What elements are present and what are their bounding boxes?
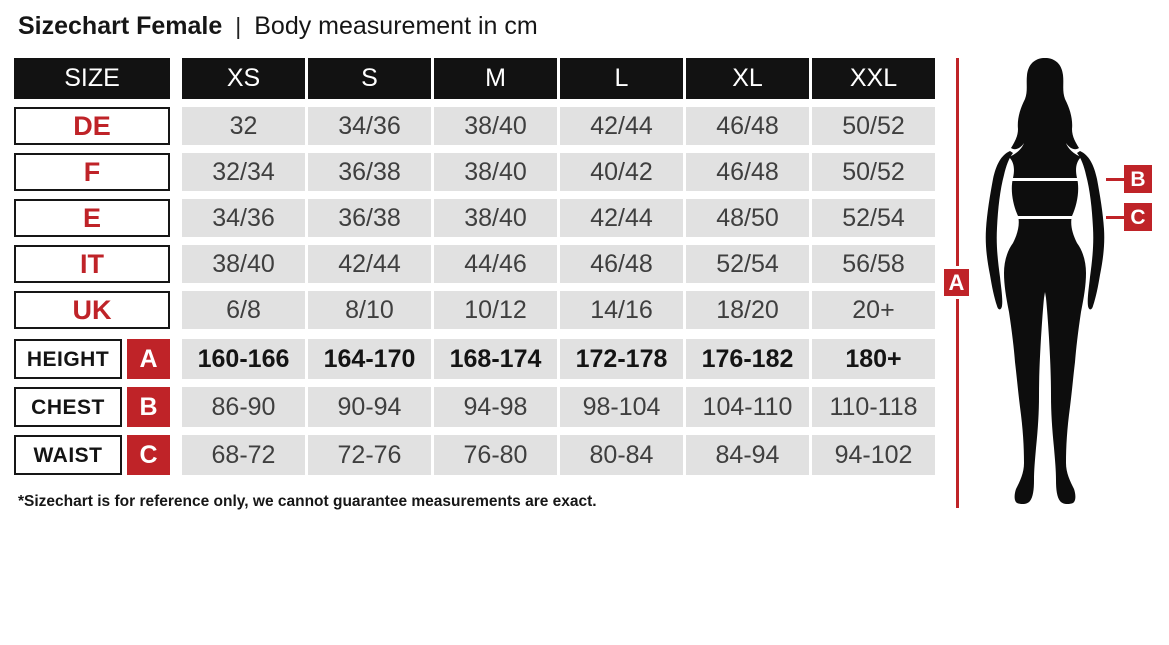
table-cell: 46/48 [686, 153, 809, 191]
table-row-e [14, 199, 935, 237]
column-header-xl: XL [686, 58, 809, 99]
badge-c: C [127, 435, 170, 475]
badge-a: A [127, 339, 170, 379]
chest-marker-b: B [1124, 165, 1152, 193]
row-label-de: DE [14, 107, 170, 145]
table-row-it [14, 245, 935, 283]
table-cell: 68-72 [182, 435, 305, 475]
table-row-uk [14, 291, 935, 329]
table-cell: 52/54 [686, 245, 809, 283]
row-label-uk: UK [14, 291, 170, 329]
row-label-it: IT [14, 245, 170, 283]
table-cell: 42/44 [308, 245, 431, 283]
table-cell: 32 [182, 107, 305, 145]
table-cell: 44/46 [434, 245, 557, 283]
table-cell: 6/8 [182, 291, 305, 329]
measurement-label-height [14, 339, 170, 379]
table-cell: 10/12 [434, 291, 557, 329]
column-header-xxl: XXL [812, 58, 935, 99]
column-header-xs: XS [182, 58, 305, 99]
table-cell: 38/40 [434, 153, 557, 191]
table-cell: 38/40 [434, 107, 557, 145]
table-cell: 72-76 [308, 435, 431, 475]
page-title [18, 12, 538, 41]
sizechart-table [14, 58, 935, 483]
height-marker-a: A [941, 266, 972, 299]
row-label-f: F [14, 153, 170, 191]
table-cell: 18/20 [686, 291, 809, 329]
row-label-waist: WAIST [14, 435, 122, 475]
row-label-chest: CHEST [14, 387, 122, 427]
waist-line [1016, 216, 1074, 219]
table-cell: 164-170 [308, 339, 431, 379]
table-row-chest [14, 387, 935, 427]
table-cell: 14/16 [560, 291, 683, 329]
size-header-cell: SIZE [14, 58, 170, 99]
table-cell: 90-94 [308, 387, 431, 427]
table-cell: 80-84 [560, 435, 683, 475]
table-cell: 42/44 [560, 107, 683, 145]
row-label-height: HEIGHT [14, 339, 122, 379]
table-cell: 38/40 [182, 245, 305, 283]
badge-b: B [127, 387, 170, 427]
female-silhouette-figure [982, 56, 1108, 506]
table-cell: 84-94 [686, 435, 809, 475]
table-cell: 110-118 [812, 387, 935, 427]
table-cell: 168-174 [434, 339, 557, 379]
table-row-de [14, 107, 935, 145]
measurement-label-chest [14, 387, 170, 427]
table-cell: 98-104 [560, 387, 683, 427]
table-cell: 172-178 [560, 339, 683, 379]
table-row-waist [14, 435, 935, 475]
table-cell: 56/58 [812, 245, 935, 283]
title-separator: | [235, 13, 242, 39]
waist-pointer-line [1106, 216, 1125, 219]
table-cell: 38/40 [434, 199, 557, 237]
table-cell: 8/10 [308, 291, 431, 329]
table-cell: 86-90 [182, 387, 305, 427]
table-cell: 32/34 [182, 153, 305, 191]
table-cell: 20+ [812, 291, 935, 329]
table-header-row [14, 58, 935, 99]
table-cell: 94-98 [434, 387, 557, 427]
table-cell: 46/48 [686, 107, 809, 145]
table-cell: 176-182 [686, 339, 809, 379]
table-cell: 48/50 [686, 199, 809, 237]
title-subtitle: Body measurement in cm [254, 12, 538, 40]
table-row-height [14, 339, 935, 379]
table-cell: 36/38 [308, 153, 431, 191]
table-cell: 50/52 [812, 107, 935, 145]
table-cell: 46/48 [560, 245, 683, 283]
chest-line [1011, 178, 1079, 181]
table-cell: 36/38 [308, 199, 431, 237]
footnote-text: *Sizechart is for reference only, we cannot guarantee measurements are exact. [18, 493, 597, 510]
measurement-label-waist [14, 435, 170, 475]
table-cell: 104-110 [686, 387, 809, 427]
row-label-e: E [14, 199, 170, 237]
table-cell: 94-102 [812, 435, 935, 475]
table-cell: 52/54 [812, 199, 935, 237]
table-cell: 34/36 [308, 107, 431, 145]
chest-pointer-line [1106, 178, 1125, 181]
table-cell: 160-166 [182, 339, 305, 379]
title-main: Sizechart Female [18, 12, 223, 40]
waist-marker-c: C [1124, 203, 1152, 231]
column-header-s: S [308, 58, 431, 99]
table-cell: 34/36 [182, 199, 305, 237]
table-cell: 50/52 [812, 153, 935, 191]
column-header-l: L [560, 58, 683, 99]
column-header-m: M [434, 58, 557, 99]
table-cell: 180+ [812, 339, 935, 379]
table-cell: 40/42 [560, 153, 683, 191]
table-cell: 42/44 [560, 199, 683, 237]
table-row-f [14, 153, 935, 191]
table-cell: 76-80 [434, 435, 557, 475]
